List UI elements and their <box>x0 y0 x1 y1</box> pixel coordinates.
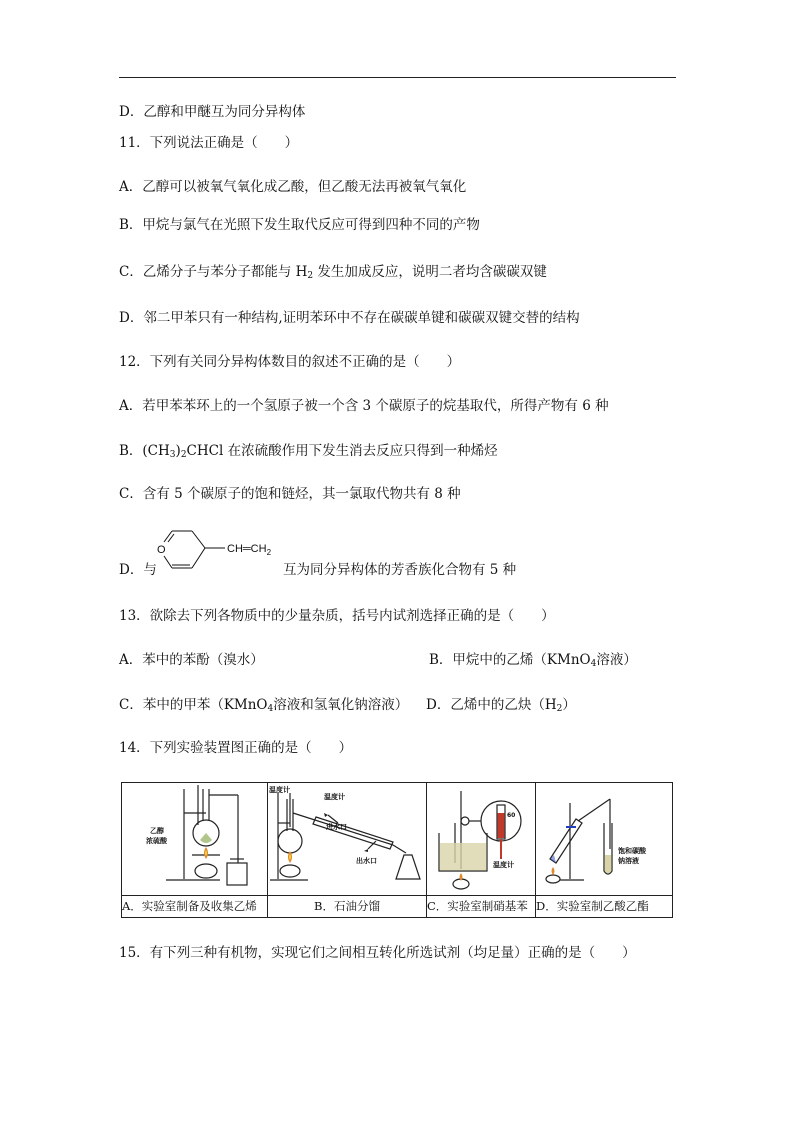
ring-oxygen: O <box>157 544 166 556</box>
q14-stem: 14．下列实验装置图正确的是（ ） <box>119 740 353 756</box>
label-thermometer: 温度计 <box>493 861 514 869</box>
panel-b <box>268 783 426 917</box>
label-sulfuric-acid: 浓硫酸 <box>146 837 167 845</box>
distillation-apparatus-drawing <box>268 783 426 896</box>
q11-option-a: A．乙醇可以被氧气氧化成乙酸，但乙酸无法再被氧气氧化 <box>119 179 467 195</box>
q15-stem: 15．有下列三种有机物，实现它们之间相互转化所选试剂（均足量）正确的是（ ） <box>119 945 636 961</box>
nitrobenzene-apparatus-drawing <box>427 783 535 896</box>
label-sodium-carbonate-1: 饱和碳酸 <box>618 847 646 855</box>
ethylene-apparatus-drawing <box>122 783 267 896</box>
label-thermometer-2: 温度计 <box>324 793 345 801</box>
q13-stem: 13．欲除去下列各物质中的少量杂质，括号内试剂选择正确的是（ ） <box>119 608 555 624</box>
caption-b: B．石油分馏 <box>268 895 426 917</box>
panel-d <box>536 783 672 917</box>
q12-option-b: B．$(CH_3)_2CHCl$ 在浓硫酸作用下发生消去反应只得到一种烯烃 <box>119 443 498 460</box>
q13-option-a: A．苯中的苯酚（溴水） <box>119 652 264 668</box>
ethyl-acetate-apparatus-drawing <box>536 783 672 896</box>
q12-option-d-text: 互为同分异构体的芳香族化合物有 5 种 <box>283 562 517 578</box>
label-water-inlet: 进水口 <box>326 823 347 831</box>
label-scale-60: 60 <box>507 812 516 819</box>
q11-option-d: D．邻二甲苯只有一种结构,证明苯环中不存在碳碳单键和碳碳双键交替的结构 <box>119 310 580 326</box>
q11-option-c: C．乙烯分子与苯分子都能与 $H_2$ 发生加成反应，说明二者均含碳碳双键 <box>119 264 547 281</box>
q13-option-d: D．乙烯中的乙炔$(H_2)$ <box>426 697 576 714</box>
panel-a <box>122 783 267 917</box>
q13-option-b: B．甲烷中的乙烯（KMnO$_4$溶液） <box>429 652 637 669</box>
q12-stem: 12．下列有关同分异构体数目的叙述不正确的是（ ） <box>119 354 461 370</box>
label-thermometer-1: 温度计 <box>269 786 290 794</box>
q12-option-d-prefix: D．与 <box>119 562 157 578</box>
header-rule <box>119 77 676 78</box>
label-sodium-carbonate-2: 钠溶液 <box>618 857 639 865</box>
q12-option-a: A．若甲苯苯环上的一个氢原子被一个含 3 个碳原子的烷基取代，所得产物有 6 种 <box>119 398 609 414</box>
pyran-vinyl-structure <box>150 529 285 579</box>
apparatus-figure <box>121 782 673 918</box>
caption-c: C．实验室制硝基苯 <box>427 895 535 917</box>
q11-option-b: B．甲烷与氯气在光照下发生取代反应可得到四种不同的产物 <box>119 217 480 233</box>
label-ethanol: 乙醇 <box>150 827 164 835</box>
q10-option-d: D．乙醇和甲醚互为同分异构体 <box>119 104 306 120</box>
q12-option-c: C．含有 5 个碳原子的饱和链烃，其一氯取代物共有 8 种 <box>119 486 461 502</box>
q11-stem: 11．下列说法正确是（ ） <box>119 135 299 151</box>
q13-option-c: C．苯中的甲苯（KMnO$_4$溶液和氢氧化钠溶液） <box>119 697 409 714</box>
vinyl-group: $CH═CH_2$ <box>227 543 272 557</box>
panel-c <box>427 783 535 917</box>
label-water-outlet: 出水口 <box>356 857 377 865</box>
caption-a: A．实验室制备及收集乙烯 <box>122 895 267 917</box>
caption-d: D．实验室制乙酸乙酯 <box>536 895 672 917</box>
